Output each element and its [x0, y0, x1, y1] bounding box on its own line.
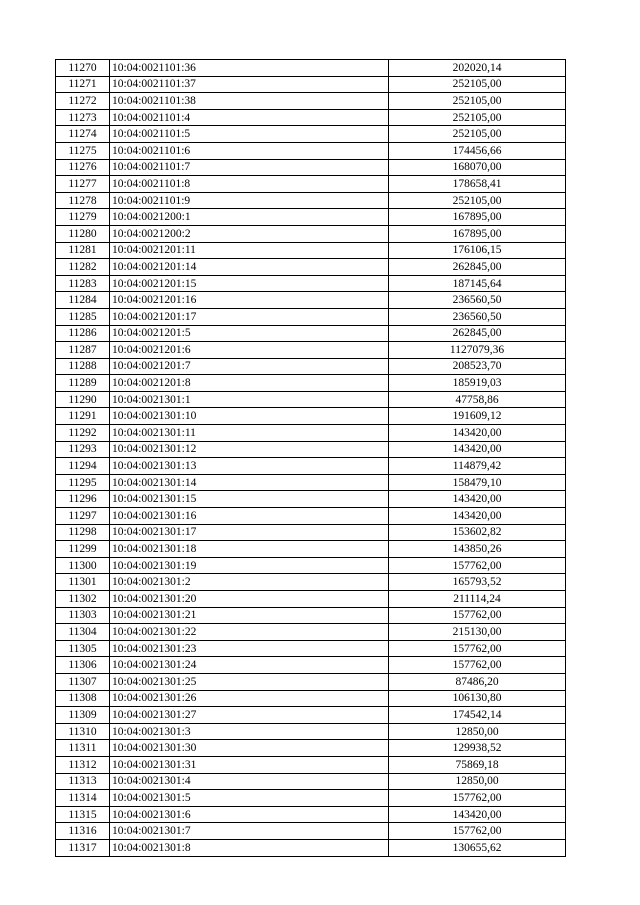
table-row: [56, 408, 566, 425]
table-row: [56, 325, 566, 342]
table-row: [56, 524, 566, 541]
table-row: [56, 342, 566, 359]
cadastral-number-cell: 10:04:0021301:12: [110, 441, 389, 458]
cadastral-value-cell: 236560,50: [389, 308, 566, 325]
cadastral-value-cell: 129938,52: [389, 740, 566, 757]
row-number-cell: 11278: [56, 192, 110, 209]
cadastral-number-cell: 10:04:0021301:23: [110, 640, 389, 657]
cadastral-number-cell: 10:04:0021201:7: [110, 358, 389, 375]
row-number-cell: 11286: [56, 325, 110, 342]
cadastral-number-cell: 10:04:0021101:38: [110, 93, 389, 110]
row-number-cell: 11309: [56, 707, 110, 724]
table-row: [56, 60, 566, 77]
table-row: [56, 142, 566, 159]
row-number-cell: 11303: [56, 607, 110, 624]
cadastral-value-cell: 167895,00: [389, 225, 566, 242]
cadastral-number-cell: 10:04:0021200:1: [110, 209, 389, 226]
row-number-cell: 11291: [56, 408, 110, 425]
cadastral-value-table: [55, 59, 566, 857]
cadastral-value-cell: 143420,00: [389, 806, 566, 823]
cadastral-number-cell: 10:04:0021101:7: [110, 159, 389, 176]
row-number-cell: 11315: [56, 806, 110, 823]
table-row: [56, 375, 566, 392]
row-number-cell: 11281: [56, 242, 110, 259]
table-row: [56, 391, 566, 408]
row-number-cell: 11276: [56, 159, 110, 176]
cadastral-value-cell: 236560,50: [389, 292, 566, 309]
row-number-cell: 11293: [56, 441, 110, 458]
table-row: [56, 790, 566, 807]
row-number-cell: 11314: [56, 790, 110, 807]
cadastral-number-cell: 10:04:0021301:26: [110, 690, 389, 707]
cadastral-value-cell: 47758,86: [389, 391, 566, 408]
cadastral-value-cell: 252105,00: [389, 109, 566, 126]
row-number-cell: 11317: [56, 839, 110, 856]
row-number-cell: 11304: [56, 624, 110, 641]
table-row: [56, 806, 566, 823]
cadastral-value-cell: 252105,00: [389, 76, 566, 93]
cadastral-value-cell: 157762,00: [389, 557, 566, 574]
cadastral-number-cell: 10:04:0021301:30: [110, 740, 389, 757]
cadastral-number-cell: 10:04:0021301:19: [110, 557, 389, 574]
cadastral-value-cell: 143420,00: [389, 491, 566, 508]
cadastral-number-cell: 10:04:0021301:18: [110, 541, 389, 558]
cadastral-number-cell: 10:04:0021301:17: [110, 524, 389, 541]
cadastral-value-cell: 158479,10: [389, 474, 566, 491]
row-number-cell: 11297: [56, 508, 110, 525]
cadastral-number-cell: 10:04:0021101:36: [110, 60, 389, 77]
cadastral-value-cell: 12850,00: [389, 723, 566, 740]
cadastral-value-cell: 1127079,36: [389, 342, 566, 359]
table-row: [56, 773, 566, 790]
cadastral-number-cell: 10:04:0021301:4: [110, 773, 389, 790]
row-number-cell: 11272: [56, 93, 110, 110]
row-number-cell: 11299: [56, 541, 110, 558]
table-body: [56, 60, 566, 857]
row-number-cell: 11285: [56, 308, 110, 325]
row-number-cell: 11310: [56, 723, 110, 740]
cadastral-number-cell: 10:04:0021301:6: [110, 806, 389, 823]
cadastral-value-cell: 176106,15: [389, 242, 566, 259]
cadastral-value-cell: 178658,41: [389, 176, 566, 193]
cadastral-value-cell: 157762,00: [389, 790, 566, 807]
row-number-cell: 11289: [56, 375, 110, 392]
cadastral-number-cell: 10:04:0021301:27: [110, 707, 389, 724]
cadastral-number-cell: 10:04:0021301:16: [110, 508, 389, 525]
table-row: [56, 557, 566, 574]
table-row: [56, 673, 566, 690]
table-row: [56, 690, 566, 707]
cadastral-value-cell: 185919,03: [389, 375, 566, 392]
cadastral-number-cell: 10:04:0021201:5: [110, 325, 389, 342]
row-number-cell: 11288: [56, 358, 110, 375]
table-row: [56, 259, 566, 276]
cadastral-number-cell: 10:04:0021201:14: [110, 259, 389, 276]
table-row: [56, 723, 566, 740]
cadastral-value-cell: 168070,00: [389, 159, 566, 176]
cadastral-number-cell: 10:04:0021201:11: [110, 242, 389, 259]
row-number-cell: 11296: [56, 491, 110, 508]
cadastral-value-cell: 187145,64: [389, 275, 566, 292]
table-row: [56, 126, 566, 143]
table-row: [56, 657, 566, 674]
row-number-cell: 11274: [56, 126, 110, 143]
cadastral-value-cell: 165793,52: [389, 574, 566, 591]
cadastral-number-cell: 10:04:0021101:37: [110, 76, 389, 93]
table-row: [56, 242, 566, 259]
cadastral-number-cell: 10:04:0021301:5: [110, 790, 389, 807]
cadastral-value-cell: 211114,24: [389, 591, 566, 608]
cadastral-number-cell: 10:04:0021201:8: [110, 375, 389, 392]
cadastral-number-cell: 10:04:0021201:16: [110, 292, 389, 309]
row-number-cell: 11311: [56, 740, 110, 757]
table-row: [56, 358, 566, 375]
cadastral-value-cell: 143420,00: [389, 441, 566, 458]
cadastral-value-cell: 252105,00: [389, 192, 566, 209]
row-number-cell: 11270: [56, 60, 110, 77]
row-number-cell: 11298: [56, 524, 110, 541]
table-row: [56, 508, 566, 525]
cadastral-value-cell: 167895,00: [389, 209, 566, 226]
row-number-cell: 11292: [56, 425, 110, 442]
row-number-cell: 11305: [56, 640, 110, 657]
table-row: [56, 192, 566, 209]
table-row: [56, 425, 566, 442]
cadastral-number-cell: 10:04:0021101:6: [110, 142, 389, 159]
cadastral-number-cell: 10:04:0021201:6: [110, 342, 389, 359]
cadastral-value-cell: 114879,42: [389, 458, 566, 475]
row-number-cell: 11306: [56, 657, 110, 674]
cadastral-number-cell: 10:04:0021301:20: [110, 591, 389, 608]
cadastral-value-cell: 208523,70: [389, 358, 566, 375]
row-number-cell: 11284: [56, 292, 110, 309]
table-row: [56, 458, 566, 475]
row-number-cell: 11279: [56, 209, 110, 226]
row-number-cell: 11280: [56, 225, 110, 242]
table-row: [56, 823, 566, 840]
table-row: [56, 574, 566, 591]
cadastral-number-cell: 10:04:0021101:8: [110, 176, 389, 193]
table-row: [56, 209, 566, 226]
cadastral-number-cell: 10:04:0021200:2: [110, 225, 389, 242]
cadastral-value-cell: 75869,18: [389, 756, 566, 773]
cadastral-value-cell: 157762,00: [389, 640, 566, 657]
cadastral-number-cell: 10:04:0021301:31: [110, 756, 389, 773]
row-number-cell: 11277: [56, 176, 110, 193]
row-number-cell: 11271: [56, 76, 110, 93]
cadastral-number-cell: 10:04:0021301:10: [110, 408, 389, 425]
cadastral-value-cell: 262845,00: [389, 259, 566, 276]
table-row: [56, 491, 566, 508]
row-number-cell: 11312: [56, 756, 110, 773]
table-row: [56, 541, 566, 558]
cadastral-number-cell: 10:04:0021301:22: [110, 624, 389, 641]
table-row: [56, 591, 566, 608]
row-number-cell: 11294: [56, 458, 110, 475]
cadastral-value-cell: 252105,00: [389, 126, 566, 143]
table-row: [56, 756, 566, 773]
table-row: [56, 624, 566, 641]
cadastral-number-cell: 10:04:0021301:25: [110, 673, 389, 690]
table-row: [56, 740, 566, 757]
cadastral-value-cell: 143420,00: [389, 508, 566, 525]
cadastral-number-cell: 10:04:0021101:9: [110, 192, 389, 209]
table-row: [56, 275, 566, 292]
table-row: [56, 607, 566, 624]
cadastral-number-cell: 10:04:0021101:5: [110, 126, 389, 143]
cadastral-value-cell: 143850,26: [389, 541, 566, 558]
cadastral-value-cell: 174542,14: [389, 707, 566, 724]
table-row: [56, 292, 566, 309]
cadastral-number-cell: 10:04:0021301:15: [110, 491, 389, 508]
cadastral-value-cell: 106130,80: [389, 690, 566, 707]
table-row: [56, 707, 566, 724]
cadastral-number-cell: 10:04:0021301:14: [110, 474, 389, 491]
cadastral-value-cell: 12850,00: [389, 773, 566, 790]
table-row: [56, 225, 566, 242]
cadastral-number-cell: 10:04:0021101:4: [110, 109, 389, 126]
cadastral-value-cell: 215130,00: [389, 624, 566, 641]
table-row: [56, 839, 566, 856]
table-row: [56, 640, 566, 657]
cadastral-value-cell: 87486,20: [389, 673, 566, 690]
table-row: [56, 308, 566, 325]
table-row: [56, 474, 566, 491]
row-number-cell: 11301: [56, 574, 110, 591]
row-number-cell: 11282: [56, 259, 110, 276]
row-number-cell: 11283: [56, 275, 110, 292]
cadastral-number-cell: 10:04:0021301:21: [110, 607, 389, 624]
table-row: [56, 93, 566, 110]
row-number-cell: 11302: [56, 591, 110, 608]
cadastral-number-cell: 10:04:0021301:2: [110, 574, 389, 591]
cadastral-number-cell: 10:04:0021301:1: [110, 391, 389, 408]
table-row: [56, 176, 566, 193]
row-number-cell: 11295: [56, 474, 110, 491]
row-number-cell: 11300: [56, 557, 110, 574]
cadastral-value-cell: 191609,12: [389, 408, 566, 425]
row-number-cell: 11287: [56, 342, 110, 359]
row-number-cell: 11290: [56, 391, 110, 408]
cadastral-value-cell: 252105,00: [389, 93, 566, 110]
cadastral-value-cell: 130655,62: [389, 839, 566, 856]
cadastral-value-cell: 143420,00: [389, 425, 566, 442]
cadastral-value-cell: 262845,00: [389, 325, 566, 342]
cadastral-number-cell: 10:04:0021301:7: [110, 823, 389, 840]
table-row: [56, 159, 566, 176]
table-row: [56, 441, 566, 458]
cadastral-number-cell: 10:04:0021301:11: [110, 425, 389, 442]
cadastral-number-cell: 10:04:0021301:8: [110, 839, 389, 856]
cadastral-number-cell: 10:04:0021301:3: [110, 723, 389, 740]
row-number-cell: 11313: [56, 773, 110, 790]
row-number-cell: 11273: [56, 109, 110, 126]
cadastral-number-cell: 10:04:0021201:15: [110, 275, 389, 292]
row-number-cell: 11275: [56, 142, 110, 159]
cadastral-number-cell: 10:04:0021301:13: [110, 458, 389, 475]
cadastral-value-cell: 157762,00: [389, 823, 566, 840]
cadastral-value-cell: 157762,00: [389, 607, 566, 624]
cadastral-value-cell: 174456,66: [389, 142, 566, 159]
table-row: [56, 109, 566, 126]
cadastral-value-cell: 153602,82: [389, 524, 566, 541]
table-row: [56, 76, 566, 93]
cadastral-number-cell: 10:04:0021201:17: [110, 308, 389, 325]
cadastral-number-cell: 10:04:0021301:24: [110, 657, 389, 674]
row-number-cell: 11307: [56, 673, 110, 690]
row-number-cell: 11308: [56, 690, 110, 707]
cadastral-value-cell: 157762,00: [389, 657, 566, 674]
cadastral-value-cell: 202020,14: [389, 60, 566, 77]
row-number-cell: 11316: [56, 823, 110, 840]
